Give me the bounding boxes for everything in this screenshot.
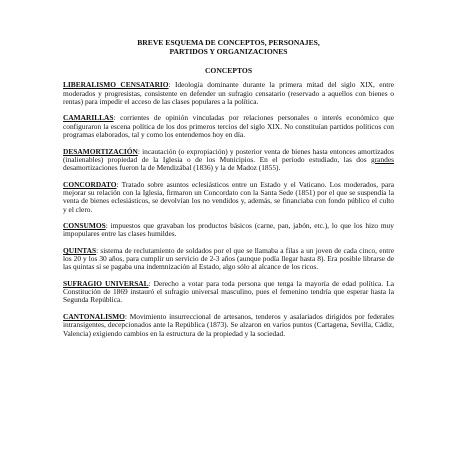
concept-definition-pre: : incautación (o expropiación) y posterior venta de bienes hasta entonces amortizados (inalienables) propiedad de la Iglesia o de los Municipios. En el período estudiado, las dos bbox=[63, 146, 394, 164]
concept-definition: : Ideología dominante durante la primera mitad del siglo XIX, entre moderados y progresistas, consistente en defender un sufragio censatario (reservado a aquellos con bienes o rentas) para impedir el acceso de las clases populares a la política. bbox=[63, 80, 394, 106]
concept-entry-consumos bbox=[63, 222, 394, 239]
concept-term: QUINTAS bbox=[63, 245, 97, 255]
concept-entry-concordato bbox=[63, 181, 394, 214]
concept-term: SUFRAGIO UNIVERSAL bbox=[63, 278, 149, 288]
concept-entry-quintas bbox=[63, 247, 394, 272]
concept-entry-cantonalismo bbox=[63, 313, 394, 338]
concept-entry-camarillas bbox=[63, 114, 394, 139]
concept-definition-underlined: grandes bbox=[371, 154, 394, 164]
title-line-1: BREVE ESQUEMA DE CONCEPTOS, PERSONAJES, bbox=[137, 38, 320, 47]
concept-entry-sufragio bbox=[63, 280, 394, 305]
concept-definition: : Derecho a votar para toda persona que tenga la mayoría de edad política. La Constitución de 1869 instauró el sufragio universal masculino, pues el femenino tendría que esperar hasta la Segunda República. bbox=[63, 278, 394, 305]
concept-term: CAMARILLAS bbox=[63, 113, 114, 123]
section-heading: CONCEPTOS bbox=[204, 66, 253, 76]
concept-definition: : corrientes de opinión vinculadas por relaciones personales o interés económico que configuraron la escena política de los dos primeros tercios del siglo XIX. No constituían partidos políticos con programas elaborados, tal y como los entendemos hoy en día. bbox=[63, 113, 394, 140]
title-line-2: PARTIDOS Y ORGANIZACIONES bbox=[169, 47, 288, 57]
concept-definition-post: desamortizaciones fueron la de Mendizábal (1836) y la de Madoz (1855). bbox=[63, 163, 281, 173]
concept-definition: : impuestos que gravaban los productos básicos (carne, pan, jabón, etc.), lo que los hizo muy impopulares entre las clases humildes. bbox=[63, 221, 394, 239]
concept-term: DESAMORTIZACIÓN bbox=[63, 146, 138, 156]
concept-definition: : sistema de reclutamiento de soldados por el que se llamaba a filas a un joven de cada cinco, entre los 20 y los 30 años, para cumplir un servicio de 2-3 años (aunque podía llegar hasta 8). Era posible librarse de las quintas si se pagaba una indemnización al Estado, algo sólo al alcance de los ricos. bbox=[63, 245, 394, 272]
concept-term: CANTONALISMO bbox=[63, 311, 125, 321]
concept-entry-desamortizacion bbox=[63, 148, 394, 173]
concept-term: CONCORDATO bbox=[63, 179, 117, 189]
concept-term: LIBERALISMO CENSATARIO bbox=[63, 80, 169, 90]
concept-definition: : Tratado sobre asuntos eclesiásticos entre un Estado y el Vaticano. Los moderados, para mejorar su relación con la Iglesia, firmaron un Concordato con la Santa Sede (1851) por el que se suspendía la venta de bienes eclesiásticos, se devolvían los no vendidos y, además, se financiaba con fondo público el culto y el clero. bbox=[63, 179, 394, 214]
concept-term: CONSUMOS bbox=[63, 221, 106, 231]
concept-entry-liberalismo bbox=[63, 81, 394, 106]
document-title bbox=[63, 38, 394, 56]
concept-definition: : Movimiento insurreccional de artesanos, tenderos y asalariados dirigidos por federales intransigentes, decepcionados ante la República (1873). Se alzaron en varios puntos (Cartagena, Sevilla, Cádiz, Valencia) exigiendo cambios en la estructura de la propiedad y la sociedad. bbox=[63, 311, 394, 338]
